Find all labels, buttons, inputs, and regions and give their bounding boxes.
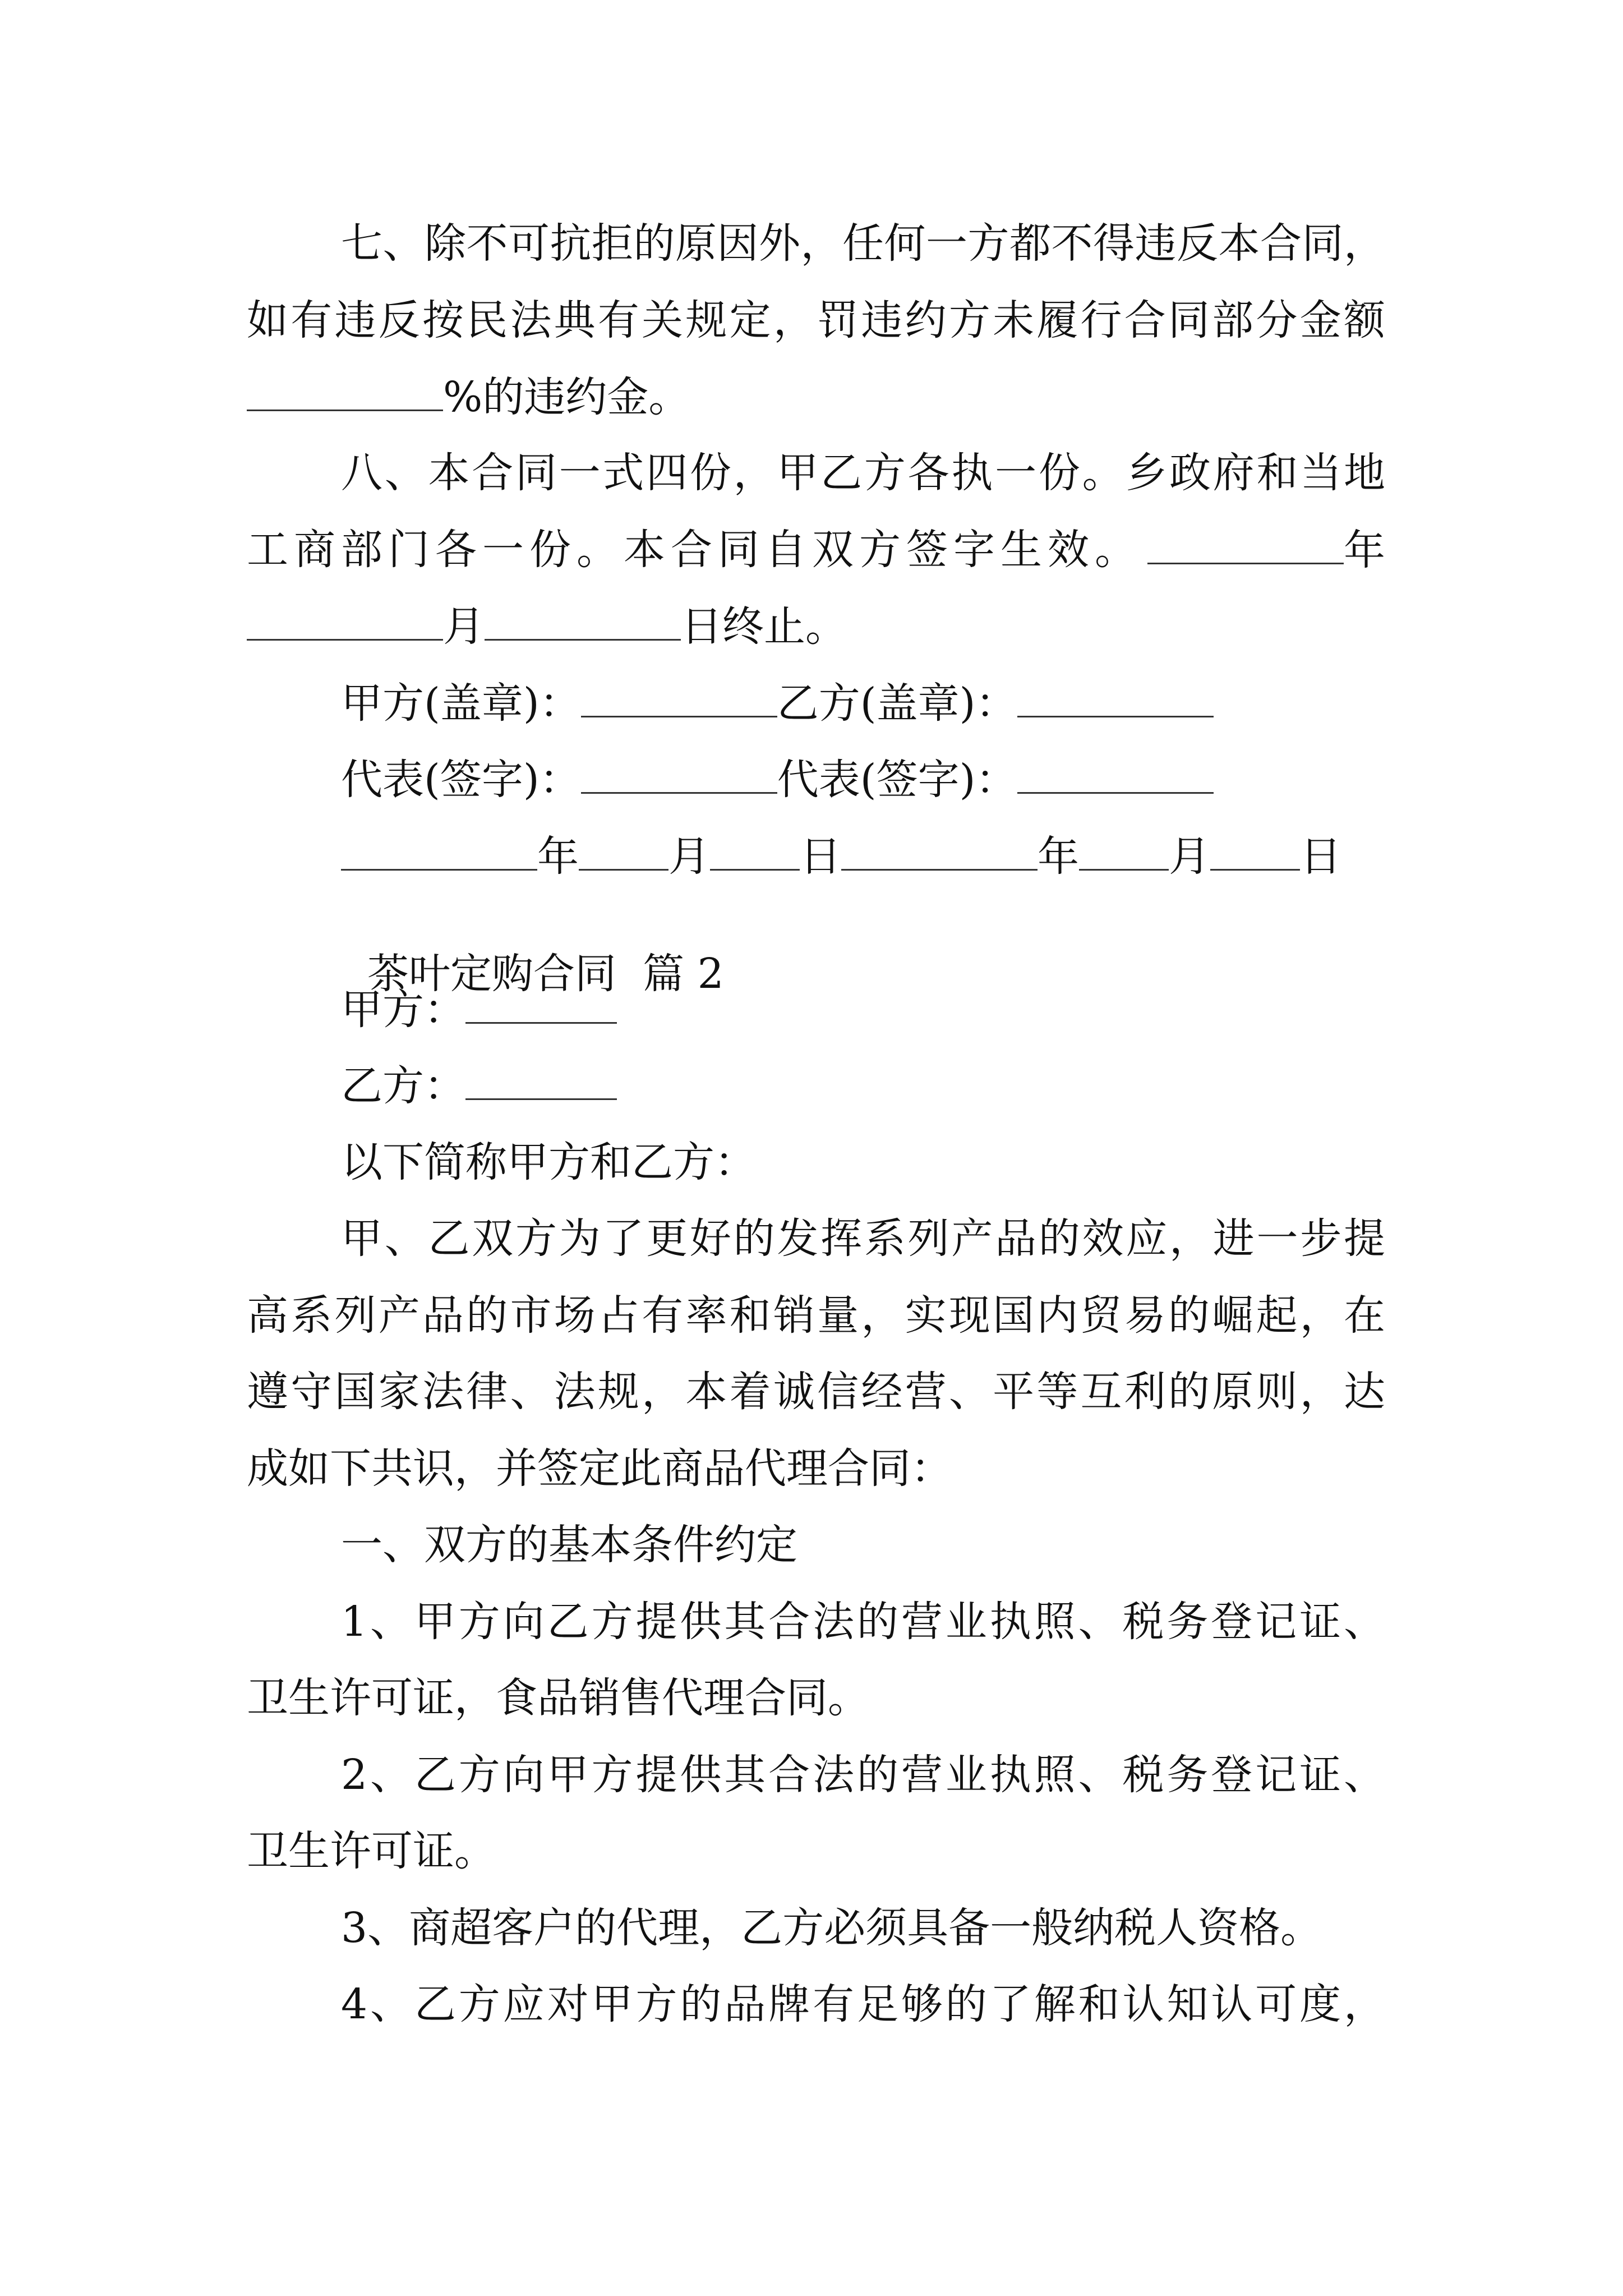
party-a-seal-blank[interactable] <box>581 682 777 717</box>
end-day-blank[interactable] <box>485 605 681 641</box>
party-a-rep-label: 代表(签字)： <box>341 756 581 804</box>
section-2-title <box>341 912 724 998</box>
end-month-blank[interactable] <box>247 605 443 641</box>
clause-8-text-1: 八、本合同一式四份，甲乙方各执一份。乡政府和当地 <box>341 449 1385 497</box>
clause-8-line-2 <box>247 526 1385 574</box>
party-b-seal-label: 乙方(盖章)： <box>777 679 1017 728</box>
abbrev-text: 以下简称甲方和乙方： <box>341 1138 756 1186</box>
clause-7-line-3 <box>247 373 690 421</box>
party-a-name-blank[interactable] <box>465 988 617 1024</box>
clause-8-text-2: 工商部门各一份。本合同自双方签字生效。 <box>247 526 1142 574</box>
party-a-row <box>341 986 617 1034</box>
party-b-row <box>341 1062 617 1110</box>
date-a-year-label: 年 <box>537 832 579 881</box>
item-2-line-1 <box>341 1751 1385 1799</box>
item-4-line-1 <box>341 1980 1385 2028</box>
date-a-month-label: 月 <box>668 832 710 881</box>
party-a-rep-blank[interactable] <box>581 758 777 794</box>
intro-text-2: 高系列产品的市场占有率和销量，实现国内贸易的崛起，在 <box>247 1291 1385 1340</box>
item-1-line-1 <box>341 1598 1385 1646</box>
date-b-day-label: 日 <box>1300 832 1341 881</box>
date-b-year-label: 年 <box>1038 832 1079 881</box>
penalty-percent-blank[interactable] <box>247 376 443 411</box>
clause-7-text-2: 如有违反按民法典有关规定，罚违约方未履行合同部分金额 <box>247 296 1385 344</box>
party-b-rep-label: 代表(签字)： <box>777 756 1017 804</box>
party-b-rep-blank[interactable] <box>1017 758 1214 794</box>
item-1-text-1: 1、甲方向乙方提供其合法的营业执照、税务登记证、 <box>341 1598 1385 1646</box>
section-2-title-text: 茶叶定购合同 篇 2 <box>367 950 724 998</box>
end-year-label: 年 <box>1344 526 1385 574</box>
clause-7-line-1 <box>341 219 1385 268</box>
end-day-label: 日终止。 <box>681 602 847 651</box>
item-1-line-2 <box>247 1674 869 1722</box>
item-2-text-1: 2、乙方向甲方提供其合法的营业执照、税务登记证、 <box>341 1751 1385 1799</box>
end-year-blank[interactable] <box>1147 529 1344 564</box>
item-2-line-2 <box>247 1827 496 1875</box>
date-a-year-blank[interactable] <box>341 835 537 871</box>
date-b-year-blank[interactable] <box>841 835 1038 871</box>
clause-8-line-1 <box>341 449 1385 497</box>
signature-rep-row <box>341 756 1214 804</box>
date-a-day-label: 日 <box>800 832 841 881</box>
signature-date-row <box>341 832 1341 881</box>
party-b-name-blank[interactable] <box>465 1065 617 1100</box>
heading-1-text: 一、双方的基本条件约定 <box>341 1521 797 1569</box>
date-b-month-label: 月 <box>1169 832 1210 881</box>
party-a-label: 甲方： <box>341 986 465 1034</box>
item-3-line <box>341 1904 1322 1952</box>
end-month-label: 月 <box>443 602 485 651</box>
date-a-day-blank[interactable] <box>710 835 800 871</box>
party-b-label: 乙方： <box>341 1062 465 1110</box>
date-b-month-blank[interactable] <box>1079 835 1169 871</box>
heading-1 <box>341 1521 797 1569</box>
clause-7-text-3: %的违约金。 <box>443 373 690 421</box>
party-b-seal-blank[interactable] <box>1017 682 1214 717</box>
intro-text-3: 遵守国家法律、法规，本着诚信经营、平等互利的原则，达 <box>247 1368 1385 1416</box>
intro-line-4 <box>247 1444 952 1493</box>
date-a-month-blank[interactable] <box>579 835 668 871</box>
item-1-text-2: 卫生许可证，食品销售代理合同。 <box>247 1674 869 1722</box>
intro-text-1: 甲、乙双方为了更好的发挥系列产品的效应，进一步提 <box>341 1214 1385 1263</box>
party-a-seal-label: 甲方(盖章)： <box>341 679 581 728</box>
intro-line-2 <box>247 1291 1385 1340</box>
date-b-day-blank[interactable] <box>1210 835 1300 871</box>
intro-text-4: 成如下共识，并签定此商品代理合同： <box>247 1444 952 1493</box>
item-4-text-1: 4、乙方应对甲方的品牌有足够的了解和认知认可度， <box>341 1980 1385 2028</box>
clause-7-line-2 <box>247 296 1385 344</box>
abbrev-line <box>341 1138 756 1186</box>
intro-line-3 <box>247 1368 1385 1416</box>
signature-seal-row <box>341 679 1214 728</box>
clause-7-text-1: 七、除不可抗拒的原因外，任何一方都不得违反本合同， <box>341 219 1385 268</box>
item-3-text: 3、商超客户的代理，乙方必须具备一般纳税人资格。 <box>341 1904 1322 1952</box>
clause-8-line-3 <box>247 602 847 651</box>
intro-line-1 <box>341 1214 1385 1263</box>
item-2-text-2: 卫生许可证。 <box>247 1827 496 1875</box>
